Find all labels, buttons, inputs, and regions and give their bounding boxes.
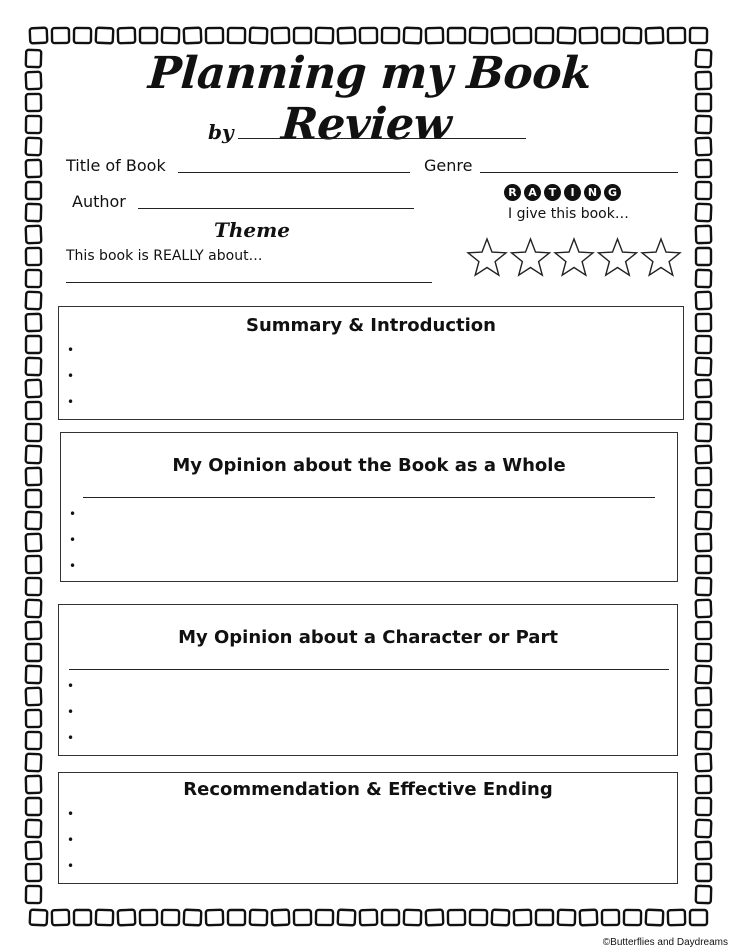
border-square — [26, 314, 41, 331]
border-square — [26, 204, 41, 221]
border-square — [696, 468, 711, 485]
border-square — [646, 910, 664, 926]
border-square — [646, 28, 664, 44]
border-square — [624, 910, 641, 925]
border-square — [448, 28, 465, 43]
border-square — [696, 182, 711, 199]
section-recommendation — [58, 772, 678, 884]
border-square — [696, 776, 711, 793]
border-square — [696, 358, 712, 376]
border-square — [140, 910, 157, 925]
border-square — [696, 72, 711, 89]
border-square — [696, 578, 711, 595]
border-square — [26, 94, 41, 111]
border-square — [448, 910, 465, 925]
rating-subtitle: I give this book… — [508, 206, 629, 222]
border-square — [696, 226, 711, 243]
border-square — [536, 28, 553, 43]
border-square — [26, 116, 41, 133]
border-square — [26, 248, 41, 265]
theme-prompt: This book is REALLY about… — [66, 248, 263, 264]
border-square — [184, 910, 202, 926]
bullet-point[interactable]: • — [67, 343, 75, 357]
border-square — [696, 534, 711, 551]
star-rating[interactable] — [466, 234, 682, 280]
border-square — [228, 910, 245, 925]
border-square — [514, 28, 531, 43]
border-square — [696, 336, 711, 353]
rating-letter: R — [504, 184, 521, 201]
border-square — [360, 910, 377, 925]
border-square — [536, 910, 553, 925]
author-line[interactable] — [138, 208, 414, 209]
border-square — [26, 776, 41, 793]
border-square — [382, 28, 399, 43]
border-square — [26, 534, 42, 552]
border-square — [360, 28, 377, 43]
border-square — [696, 644, 711, 661]
border-square — [558, 910, 575, 925]
border-square — [696, 380, 711, 397]
section-summary — [58, 306, 684, 420]
border-square — [580, 910, 598, 926]
border-square — [162, 910, 179, 925]
border-square — [696, 248, 711, 265]
border-square — [294, 910, 311, 925]
border-square — [426, 910, 444, 926]
title-of-book-line[interactable] — [178, 172, 410, 173]
genre-line[interactable] — [480, 172, 678, 173]
rating-letter: I — [564, 184, 581, 201]
border-square — [26, 138, 42, 156]
border-square — [316, 28, 333, 43]
border-square — [696, 446, 712, 464]
border-square — [294, 28, 311, 43]
bullet-point[interactable]: • — [67, 859, 75, 873]
border-square — [26, 424, 41, 441]
star-icon[interactable] — [599, 239, 637, 275]
border-square — [26, 270, 41, 287]
border-square — [26, 886, 41, 903]
border-square — [26, 292, 42, 310]
star-icon[interactable] — [555, 239, 593, 275]
border-square — [690, 28, 707, 43]
border-square — [30, 910, 48, 926]
border-square — [696, 732, 711, 749]
border-square — [26, 666, 41, 683]
bullet-point[interactable]: • — [69, 559, 77, 573]
border-square — [696, 424, 711, 441]
border-square — [470, 910, 487, 925]
border-square — [96, 28, 114, 44]
border-square — [696, 710, 711, 727]
border-square — [26, 50, 41, 67]
border-square — [696, 490, 711, 507]
border-square — [250, 28, 268, 44]
border-square — [30, 28, 48, 44]
border-square — [26, 336, 41, 353]
border-square — [74, 28, 91, 43]
border-square — [316, 910, 333, 925]
border-square — [514, 910, 531, 925]
border-square — [96, 910, 113, 925]
section-title: My Opinion about the Book as a Whole — [172, 455, 566, 476]
border-square — [696, 754, 712, 772]
border-square — [26, 622, 41, 639]
border-square — [26, 358, 41, 375]
bullet-point[interactable]: • — [67, 679, 75, 693]
border-square — [26, 842, 42, 860]
border-square — [26, 182, 41, 199]
border-square — [696, 688, 711, 705]
border-square — [696, 600, 712, 618]
rating-badge — [504, 184, 634, 206]
border-square — [250, 910, 267, 925]
bullet-point[interactable]: • — [67, 705, 75, 719]
border-square — [668, 28, 685, 43]
border-square — [26, 380, 42, 398]
page-title: Planning my Book Review — [146, 48, 594, 150]
border-square — [26, 644, 41, 661]
section-opinion-character — [58, 604, 678, 756]
border-square — [404, 910, 421, 925]
border-square — [52, 28, 69, 43]
border-square — [26, 710, 41, 727]
border-square — [696, 402, 711, 419]
bullet-point[interactable]: • — [69, 533, 77, 547]
border-square — [26, 600, 42, 618]
border-square — [26, 226, 42, 244]
rating-letter: A — [524, 184, 541, 201]
border-square — [26, 578, 41, 595]
border-square — [26, 468, 41, 485]
border-square — [426, 28, 443, 43]
section-title: Summary & Introduction — [246, 315, 496, 336]
border-square — [140, 28, 157, 43]
border-square — [696, 138, 712, 156]
bullet-point[interactable]: • — [67, 369, 75, 383]
border-square — [696, 798, 711, 815]
bullet-point[interactable]: • — [67, 395, 75, 409]
star-icon[interactable] — [512, 239, 550, 275]
border-square — [382, 910, 399, 925]
border-square — [338, 28, 356, 44]
border-square — [696, 864, 711, 881]
border-square — [74, 910, 91, 925]
bullet-point[interactable]: • — [69, 507, 77, 521]
border-square — [696, 556, 711, 573]
border-square — [624, 28, 641, 43]
rating-letter: T — [544, 184, 561, 201]
border-square — [696, 94, 711, 111]
border-square — [668, 910, 685, 925]
border-square — [118, 28, 135, 43]
border-square — [206, 28, 223, 43]
border-square — [696, 886, 711, 903]
border-square — [26, 732, 41, 749]
star-icon[interactable] — [468, 239, 506, 275]
border-square — [696, 292, 712, 310]
section-title: Recommendation & Effective Ending — [183, 779, 553, 800]
border-square — [696, 314, 711, 331]
section-writing-line[interactable] — [83, 497, 655, 498]
border-square — [272, 28, 289, 43]
star-icon[interactable] — [642, 239, 680, 275]
border-square — [696, 50, 712, 68]
title-of-book-label: Title of Book — [66, 156, 166, 175]
border-square — [206, 910, 223, 925]
border-square — [26, 754, 42, 772]
by-label: by — [208, 120, 234, 144]
author-label: Author — [72, 192, 126, 211]
border-square — [26, 820, 41, 837]
border-square — [696, 160, 711, 177]
theme-heading: Theme — [214, 218, 291, 242]
border-square — [338, 910, 356, 926]
border-square — [602, 28, 619, 43]
border-square — [696, 512, 712, 530]
border-square — [580, 28, 597, 43]
theme-line[interactable] — [66, 282, 432, 283]
rating-letter: G — [604, 184, 621, 201]
bullet-point[interactable]: • — [67, 833, 75, 847]
border-square — [26, 688, 42, 706]
border-square — [26, 864, 41, 881]
section-writing-line[interactable] — [69, 669, 669, 670]
border-square — [26, 556, 41, 573]
section-title: My Opinion about a Character or Part — [178, 627, 558, 648]
border-square — [26, 798, 41, 815]
copyright-footer: ©Butterflies and Daydreams — [602, 937, 728, 948]
rating-letter: N — [584, 184, 601, 201]
bullet-point[interactable]: • — [67, 807, 75, 821]
border-square — [26, 446, 42, 464]
border-square — [696, 204, 712, 222]
border-square — [228, 28, 245, 43]
border-square — [26, 402, 41, 419]
border-square — [26, 512, 41, 529]
border-square — [696, 622, 711, 639]
border-square — [404, 28, 422, 44]
border-square — [26, 72, 42, 90]
border-square — [696, 116, 711, 133]
border-square — [26, 490, 41, 507]
border-square — [696, 270, 711, 287]
border-square — [696, 666, 712, 684]
border-square — [272, 910, 290, 926]
border-square — [162, 28, 179, 43]
border-square — [470, 28, 487, 43]
border-square — [602, 910, 619, 925]
border-square — [118, 910, 136, 926]
border-square — [52, 910, 69, 925]
border-square — [492, 28, 510, 44]
by-line[interactable] — [238, 138, 526, 139]
border-square — [558, 28, 576, 44]
section-opinion-book — [60, 432, 678, 582]
bullet-point[interactable]: • — [67, 731, 75, 745]
border-square — [26, 160, 41, 177]
border-square — [696, 820, 712, 838]
border-square — [184, 28, 202, 44]
border-square — [690, 910, 707, 925]
border-square — [492, 910, 510, 926]
genre-label: Genre — [424, 156, 473, 175]
border-square — [696, 842, 711, 859]
